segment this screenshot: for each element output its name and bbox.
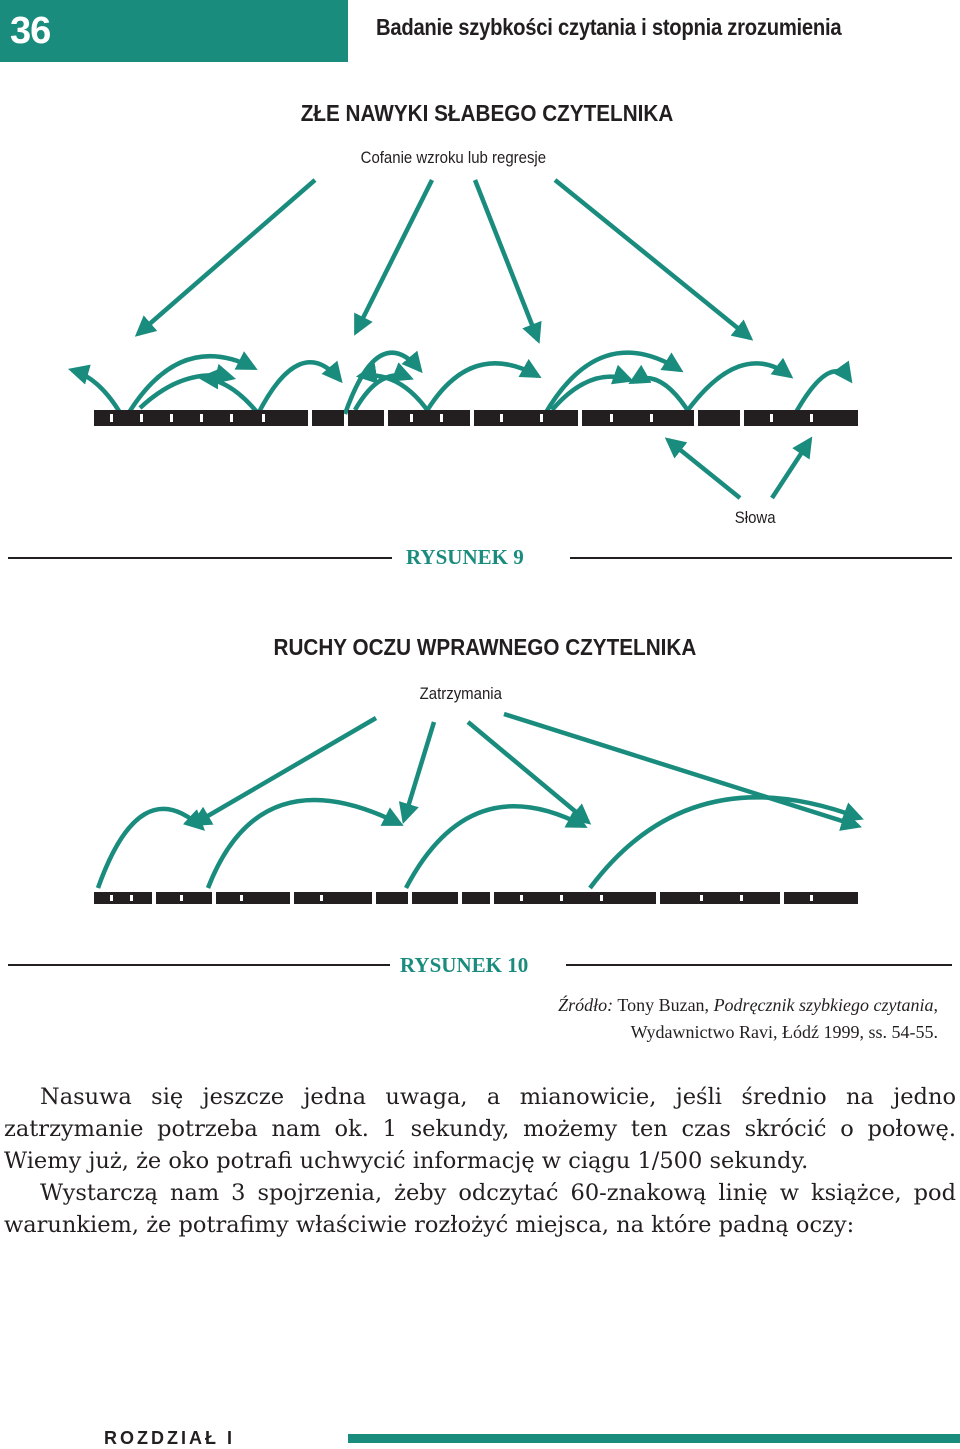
- page-number: 36: [10, 10, 51, 52]
- figure9-caption: RYSUNEK 9: [406, 545, 524, 569]
- sample-text-line: [94, 892, 858, 904]
- source-line-1: [558, 995, 938, 1016]
- source-author: Tony Buzan,: [613, 995, 714, 1015]
- hop-arrow: [552, 377, 630, 410]
- figure9-top-label: Cofanie wzroku lub regresje: [360, 148, 547, 167]
- page-number-box: [0, 0, 348, 62]
- hop-arrow: [795, 371, 850, 414]
- regression-arrow: [138, 180, 315, 334]
- hop-arrow: [425, 363, 538, 414]
- figure10-title: RUCHY OCZU WPRAWNEGO CZYTELNIKA: [273, 634, 697, 660]
- fixation-arrow: [194, 718, 376, 824]
- paragraph: Nasuwa się jeszcze jedna uwaga, a mianowicie, jeśli średnio na jedno zatrzymanie potrzeba nam ok. 1 sekundy, możemy ten czas skrócić o połowę. Wiemy już, że oko potrafi uchwycić informację w ciągu 1/500 sekundy.: [4, 1084, 956, 1174]
- figure10-caption: RYSUNEK 10: [400, 953, 529, 977]
- hop-arrow: [406, 806, 584, 888]
- hop-arrow: [208, 800, 400, 888]
- paragraph: Wystarczą nam 3 spojrzenia, żeby odczytać 60-znakową linię w książce, pod warunkiem, że potrafimy właściwie rozłożyć miejsca, na które padną oczy:: [4, 1180, 956, 1238]
- running-header-title: Badanie szybkości czytania i stopnia zrozumienia: [376, 14, 842, 40]
- source-comma: ,: [933, 995, 938, 1015]
- fixation-arrow: [404, 722, 434, 820]
- source-book: Podręcznik szybkiego czytania: [713, 995, 934, 1015]
- caption-rule-right: [566, 964, 952, 966]
- regression-arrow: [356, 180, 432, 332]
- figure9-diagram: [0, 170, 960, 530]
- sample-text-line: [94, 410, 858, 426]
- regression-arrow: [555, 180, 750, 338]
- figure9-title: ZŁE NAWYKI SŁABEGO CZYTELNIKA: [300, 100, 674, 126]
- hop-arrow: [355, 375, 410, 410]
- fixation-arrow: [504, 714, 858, 826]
- word-arrow: [772, 440, 810, 498]
- back-arrow: [360, 375, 430, 414]
- figure10-top-label: Zatrzymania: [419, 684, 502, 703]
- back-arrow: [72, 370, 122, 416]
- source-publisher: Wydawnictwo Ravi, Łódź 1999, ss. 54-55.: [630, 1022, 938, 1042]
- word-arrow: [668, 440, 740, 498]
- body-text: [4, 1081, 956, 1241]
- caption-rule-left: [8, 964, 390, 966]
- figure10-diagram: [0, 700, 960, 920]
- regression-arrow: [475, 180, 538, 340]
- source-label: Źródło:: [558, 995, 614, 1015]
- caption-rule-right: [570, 557, 952, 559]
- hop-arrow: [98, 809, 202, 888]
- back-arrow: [632, 378, 690, 414]
- hop-arrow: [685, 363, 790, 414]
- hop-arrow: [258, 362, 340, 414]
- hop-arrow: [590, 797, 860, 888]
- hop-arrow: [128, 356, 254, 414]
- chapter-label: ROZDZIAŁ I: [104, 1428, 235, 1448]
- caption-rule-left: [8, 557, 392, 559]
- footer-bar: [348, 1434, 960, 1443]
- figure9-bottom-label: Słowa: [734, 508, 776, 527]
